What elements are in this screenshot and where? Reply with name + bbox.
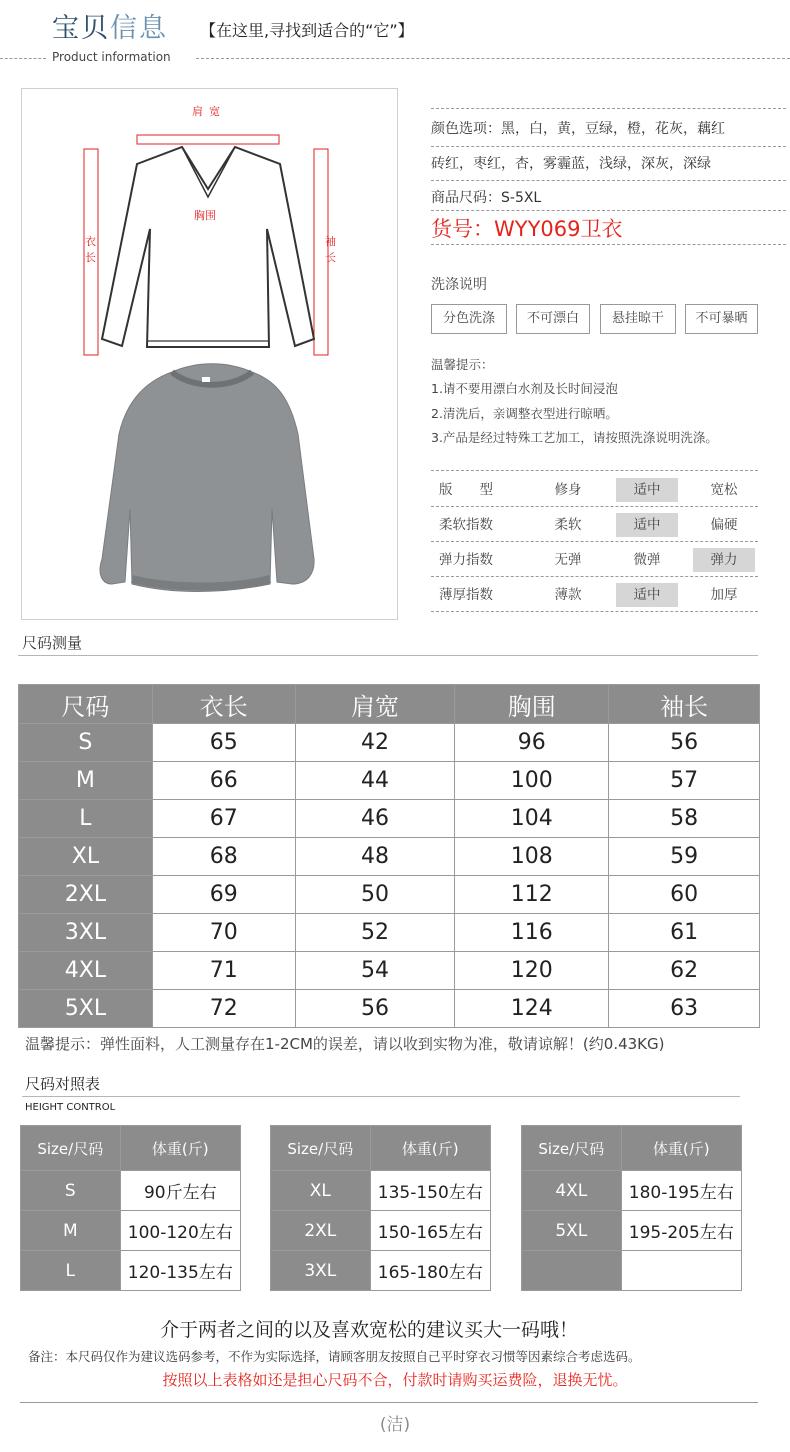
size-cell: 3XL — [19, 914, 153, 952]
size-cell: 5XL — [522, 1211, 622, 1251]
measure-cell: 42 — [295, 724, 455, 762]
column-header: 体重(斤) — [120, 1126, 240, 1171]
title-light: 信息 — [110, 13, 168, 44]
line-art-sweater — [102, 147, 314, 347]
measure-cell: 58 — [609, 800, 760, 838]
size-cell: S — [19, 724, 153, 762]
size-cell: S — [21, 1171, 121, 1211]
attribute-label: 版 型 — [439, 482, 493, 498]
size-cell: M — [21, 1211, 121, 1251]
attribute-label: 弹力指数 — [439, 552, 493, 568]
measure-cell: 44 — [295, 762, 455, 800]
size-range: 商品尺码：S-5XL — [431, 190, 542, 206]
measure-cell: 108 — [455, 838, 609, 876]
attribute-option: 微弹 — [633, 552, 661, 568]
measure-title-underline — [18, 655, 758, 656]
weight-cell: 180-195左右 — [621, 1171, 741, 1211]
tip-1: 1.请不要用漂白水剂及长时间浸泡 — [431, 381, 618, 396]
size-cell: M — [19, 762, 153, 800]
measure-title: 尺码测量 — [22, 634, 83, 652]
table-row — [21, 1251, 241, 1291]
measure-cell: 63 — [609, 990, 760, 1028]
column-header: Size/尺码 — [21, 1126, 121, 1171]
chest-label: 胸围 — [194, 209, 216, 222]
measure-cell: 104 — [455, 800, 609, 838]
page-subtitle: 【在这里,寻找到适合的“它”】 — [200, 21, 414, 40]
wash-title: 洗涤说明 — [431, 277, 487, 293]
measure-cell: 100 — [455, 762, 609, 800]
table-row — [522, 1251, 742, 1291]
info-divider-2 — [431, 146, 786, 147]
weight-cell: 90斤左右 — [120, 1171, 240, 1211]
footer-divider — [20, 1402, 758, 1403]
attribute-option-selected: 适中 — [616, 478, 678, 502]
measure-cell: 50 — [295, 876, 455, 914]
measure-cell: 70 — [152, 914, 295, 952]
wash-option-no-sun: 不可暴晒 — [685, 304, 758, 334]
measure-cell: 62 — [609, 952, 760, 990]
size-note: 温馨提示：弹性面料，人工测量存在1-2CM的误差，请以收到实物为准，敬请谅解！(约0.43KG) — [25, 1035, 665, 1053]
weight-table — [20, 1125, 241, 1291]
measure-cell: 96 — [455, 724, 609, 762]
table-row — [522, 1171, 742, 1211]
measure-cell: 48 — [295, 838, 455, 876]
attribute-divider — [431, 576, 758, 577]
attribute-option: 无弹 — [554, 552, 582, 568]
weight-table — [521, 1125, 742, 1291]
attribute-option-selected: 弹力 — [693, 548, 755, 572]
size-cell: 4XL — [522, 1171, 622, 1211]
attribute-option-selected: 适中 — [616, 513, 678, 537]
table-row — [271, 1211, 491, 1251]
weight-cell: 150-165左右 — [370, 1211, 490, 1251]
column-header: 体重(斤) — [370, 1126, 490, 1171]
weight-table — [270, 1125, 491, 1291]
tip-3: 3.产品是经过特殊工艺加工，请按照洗涤说明洗涤。 — [431, 430, 718, 445]
attribute-option: 薄款 — [554, 587, 582, 603]
measure-cell: 66 — [152, 762, 295, 800]
measure-cell: 71 — [152, 952, 295, 990]
table-row — [21, 1171, 241, 1211]
attribute-divider — [431, 611, 758, 612]
measure-cell: 56 — [609, 724, 760, 762]
height-control-subtitle: HEIGHT CONTROL — [25, 1102, 116, 1113]
column-header: 胸围 — [455, 685, 609, 724]
column-header: 尺码 — [19, 685, 153, 724]
header-divider-left — [0, 58, 46, 59]
table-row — [19, 914, 760, 952]
weight-cell: 120-135左右 — [120, 1251, 240, 1291]
size-table — [18, 684, 760, 1028]
measure-cell: 59 — [609, 838, 760, 876]
table-row — [19, 990, 760, 1028]
table-row — [271, 1251, 491, 1291]
measure-cell: 61 — [609, 914, 760, 952]
attribute-divider — [431, 541, 758, 542]
size-cell: 2XL — [271, 1211, 371, 1251]
height-control-underline — [22, 1096, 740, 1097]
attribute-row — [431, 548, 758, 576]
color-options-line2: 砖红，枣红，杏，雾霾蓝，浅绿，深灰，深绿 — [431, 156, 711, 172]
size-cell: 2XL — [19, 876, 153, 914]
title-dark: 宝贝 — [52, 13, 110, 44]
attribute-option: 修身 — [554, 482, 582, 498]
tips-title: 温馨提示： — [431, 357, 494, 372]
measure-cell: 68 — [152, 838, 295, 876]
size-cell: XL — [271, 1171, 371, 1211]
wash-option-separate: 分色洗涤 — [431, 304, 507, 334]
attribute-option: 加厚 — [710, 587, 738, 603]
measure-cell: 116 — [455, 914, 609, 952]
remark-text: 备注：本尺码仅作为建议选码参考，不作为实际选择，请顾客朋友按照自己平时穿衣习惯等因素综合考虑选码。 — [28, 1349, 641, 1364]
warning-text: 按照以上表格如还是担心尺码不合，付款时请购买运费险，退换无忧。 — [162, 1371, 628, 1389]
wash-option-hang-dry: 悬挂晾干 — [600, 304, 676, 334]
weight-cell — [621, 1251, 741, 1291]
tip-2: 2.清洗后，亲调整衣型进行晾晒。 — [431, 406, 618, 421]
size-cell: XL — [19, 838, 153, 876]
size-cell — [522, 1251, 622, 1291]
shoulder-measure-line — [137, 135, 279, 144]
sleeve-label: 袖长 — [325, 235, 336, 264]
size-cell: 5XL — [19, 990, 153, 1028]
table-row — [522, 1211, 742, 1251]
neck-label — [202, 377, 210, 382]
measure-cell: 52 — [295, 914, 455, 952]
column-header: Size/尺码 — [522, 1126, 622, 1171]
size-cell: L — [21, 1251, 121, 1291]
wash-option-no-bleach: 不可漂白 — [516, 304, 590, 334]
shoulder-label: 肩宽 — [192, 105, 226, 118]
weight-table-header — [522, 1126, 742, 1171]
attribute-label: 柔软指数 — [439, 517, 493, 533]
size-cell: 3XL — [271, 1251, 371, 1291]
attribute-label: 薄厚指数 — [439, 587, 493, 603]
info-divider-5 — [431, 244, 786, 245]
measure-cell: 112 — [455, 876, 609, 914]
table-row — [19, 876, 760, 914]
page-title-en: Product information — [52, 50, 171, 64]
attribute-row — [431, 513, 758, 541]
column-header: 衣长 — [152, 685, 295, 724]
weight-table-header — [271, 1126, 491, 1171]
measure-cell: 56 — [295, 990, 455, 1028]
measure-cell: 57 — [609, 762, 760, 800]
table-row — [19, 800, 760, 838]
measure-cell: 65 — [152, 724, 295, 762]
column-header: Size/尺码 — [271, 1126, 371, 1171]
attribute-divider — [431, 506, 758, 507]
measure-cell: 46 — [295, 800, 455, 838]
table-row — [271, 1171, 491, 1211]
size-cell: L — [19, 800, 153, 838]
color-options-line1: 颜色选项：黑，白，黄，豆绿，橙，花灰，藕红 — [431, 121, 725, 137]
measure-cell: 120 — [455, 952, 609, 990]
table-row — [19, 838, 760, 876]
measure-cell: 69 — [152, 876, 295, 914]
footer-mark: (洁) — [379, 1415, 411, 1435]
header-divider-right — [196, 58, 790, 59]
measure-cell: 124 — [455, 990, 609, 1028]
column-header: 肩宽 — [295, 685, 455, 724]
sweater-diagram — [22, 89, 397, 619]
attribute-row — [431, 583, 758, 611]
column-header: 袖长 — [609, 685, 760, 724]
attribute-option: 宽松 — [710, 482, 738, 498]
attribute-option: 柔软 — [554, 517, 582, 533]
attribute-option: 偏硬 — [710, 517, 738, 533]
length-label: 衣长 — [85, 235, 96, 264]
advice-text: 介于两者之间的以及喜欢宽松的建议买大一码哦！ — [159, 1319, 578, 1341]
weight-table-header — [21, 1126, 241, 1171]
column-header: 体重(斤) — [621, 1126, 741, 1171]
measure-cell: 67 — [152, 800, 295, 838]
info-divider-4 — [431, 210, 786, 211]
attribute-row — [431, 478, 758, 506]
info-divider-3 — [431, 180, 786, 181]
weight-cell: 165-180左右 — [370, 1251, 490, 1291]
table-row — [19, 724, 760, 762]
size-table-header — [19, 685, 760, 724]
info-divider-1 — [431, 108, 786, 109]
weight-cell: 135-150左右 — [370, 1171, 490, 1211]
measure-cell: 60 — [609, 876, 760, 914]
weight-cell: 100-120左右 — [120, 1211, 240, 1251]
weight-cell: 195-205左右 — [621, 1211, 741, 1251]
height-control-title: 尺码对照表 — [25, 1075, 101, 1093]
item-number: 货号：WYY069卫衣 — [431, 217, 623, 241]
attr-divider-top — [431, 470, 758, 471]
measure-cell: 72 — [152, 990, 295, 1028]
product-image-box — [21, 88, 398, 620]
attribute-option-selected: 适中 — [616, 583, 678, 607]
page-title — [52, 6, 168, 45]
table-row — [19, 952, 760, 990]
photo-sweater — [100, 364, 314, 592]
measure-cell: 54 — [295, 952, 455, 990]
table-row — [19, 762, 760, 800]
size-cell: 4XL — [19, 952, 153, 990]
table-row — [21, 1211, 241, 1251]
